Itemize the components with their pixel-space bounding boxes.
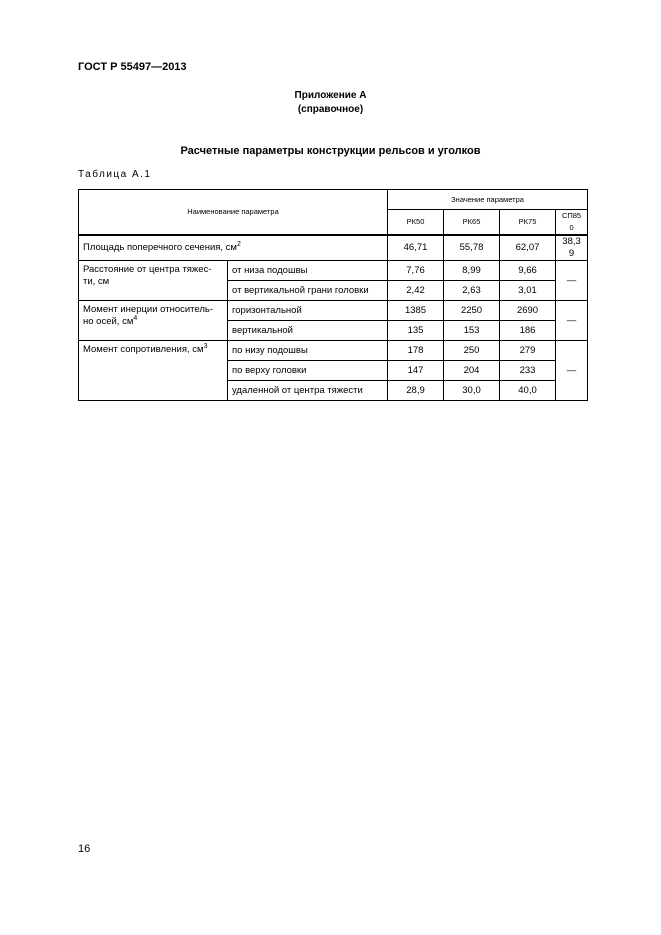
- table-row: [79, 341, 588, 361]
- type-header: СП850: [556, 210, 588, 236]
- value-cell: 2250: [444, 301, 500, 321]
- value-cell: 62,07: [500, 235, 556, 261]
- value-cell: 46,71: [388, 235, 444, 261]
- value-cell: 153: [444, 321, 500, 341]
- value-cell: —: [556, 261, 588, 301]
- value-cell: 2690: [500, 301, 556, 321]
- value-cell: 28,9: [388, 381, 444, 401]
- value-cell: 233: [500, 361, 556, 381]
- appendix-heading: [0, 89, 661, 117]
- value-cell: 38,39: [556, 235, 588, 261]
- value-cell: 147: [388, 361, 444, 381]
- sub-param-label: горизонтальной: [228, 301, 388, 321]
- parameters-table: [78, 189, 588, 401]
- value-cell: 40,0: [500, 381, 556, 401]
- col-name-header: Наименование параметра: [79, 190, 388, 236]
- page-number: 16: [78, 843, 91, 855]
- sub-param-label: вертикальной: [228, 321, 388, 341]
- type-header: РК75: [500, 210, 556, 236]
- param-label: Расстояние от центра тяжес-ти, см: [79, 261, 228, 301]
- value-cell: 9,66: [500, 261, 556, 281]
- value-cell: 178: [388, 341, 444, 361]
- value-cell: 8,99: [444, 261, 500, 281]
- value-cell: —: [556, 301, 588, 341]
- table-header-row: [79, 190, 588, 210]
- value-cell: 1385: [388, 301, 444, 321]
- sub-param-label: от вертикальной грани головки: [228, 281, 388, 301]
- sub-param-label: удаленной от центра тяжести: [228, 381, 388, 401]
- value-cell: 3,01: [500, 281, 556, 301]
- value-cell: 204: [444, 361, 500, 381]
- table-row: [79, 261, 588, 281]
- param-label: Момент сопротивления, $см^3$: [79, 341, 228, 401]
- value-cell: 7,76: [388, 261, 444, 281]
- section-title: Расчетные параметры конструкции рельсов и уголков: [180, 145, 481, 157]
- standard-header: ГОСТ Р 55497—2013: [78, 61, 187, 73]
- value-cell: 279: [500, 341, 556, 361]
- type-header: РК65: [444, 210, 500, 236]
- col-value-header: Значение параметра: [388, 190, 588, 210]
- type-header: РК50: [388, 210, 444, 236]
- value-cell: —: [556, 341, 588, 401]
- appendix-title: Приложение А: [294, 90, 367, 101]
- table-label: Таблица А.1: [78, 169, 152, 180]
- param-label: Момент инерции относитель-но осей, $см^4$: [79, 301, 228, 341]
- param-label: Площадь поперечного сечения, $см^2$: [79, 235, 388, 261]
- value-cell: 250: [444, 341, 500, 361]
- table-row: [79, 235, 588, 261]
- sub-param-label: по низу подошвы: [228, 341, 388, 361]
- value-cell: 186: [500, 321, 556, 341]
- value-cell: 55,78: [444, 235, 500, 261]
- appendix-note: (справочное): [297, 104, 364, 115]
- table-row: [79, 301, 588, 321]
- value-cell: 2,42: [388, 281, 444, 301]
- sub-param-label: по верху головки: [228, 361, 388, 381]
- value-cell: 135: [388, 321, 444, 341]
- sub-param-label: от низа подошвы: [228, 261, 388, 281]
- value-cell: 30,0: [444, 381, 500, 401]
- value-cell: 2,63: [444, 281, 500, 301]
